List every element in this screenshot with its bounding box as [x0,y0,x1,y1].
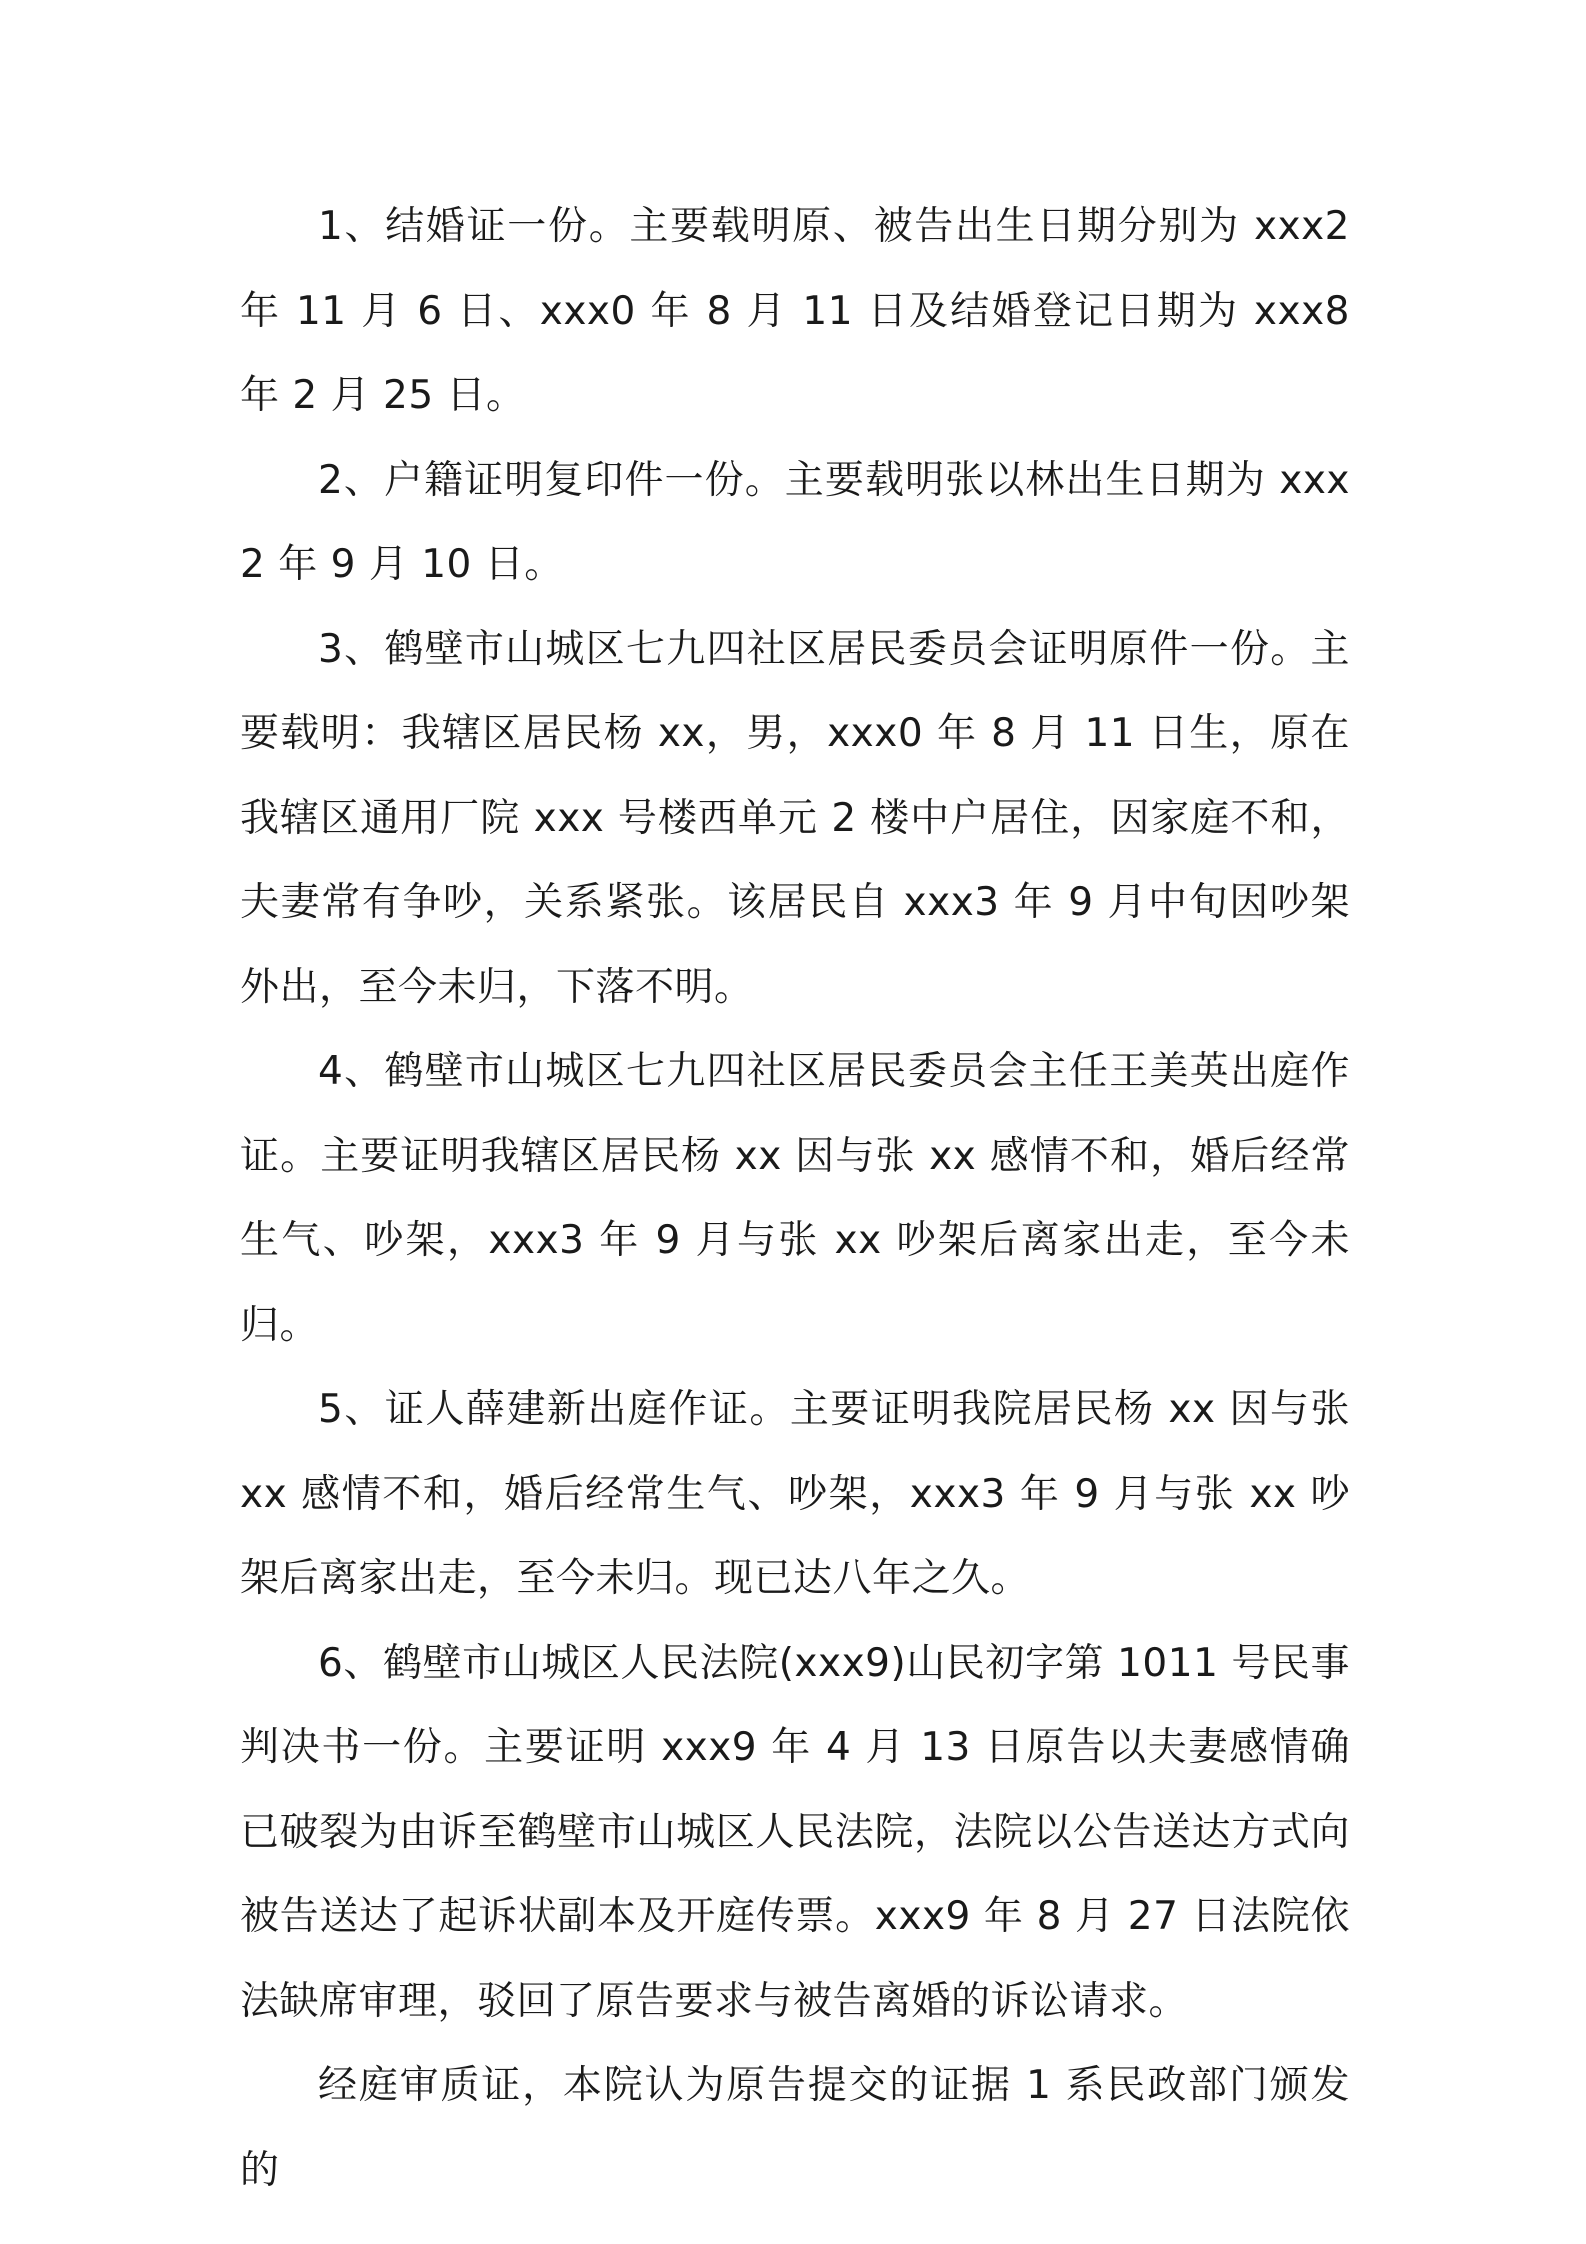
evidence-item-3: 3、鹤壁市山城区七九四社区居民委员会证明原件一份。主要载明：我辖区居民杨 xx，男，xxx0 年 8 月 11 日生，原在我辖区通用厂院 xxx 号楼西单元 2 楼中户居住，因家庭不和，夫妻常有争吵，关系紧张。该居民自 xxx3 年 9 月中旬因吵架外出，至今未归，下落不明。 [240,626,1350,1010]
evidence-item-2: 2、户籍证明复印件一份。主要载明张以林出生日期为 xxx2 年 9 月 10 日。 [240,457,1350,587]
evidence-item-5: 5、证人薛建新出庭作证。主要证明我院居民杨 xx 因与张 xx 感情不和，婚后经常生气、吵架，xxx3 年 9 月与张 xx 吵架后离家出走，至今未归。现已达八年之久。 [240,1387,1350,1601]
evidence-item-4: 4、鹤壁市山城区七九四社区居民委员会主任王美英出庭作证。主要证明我辖区居民杨 xx 因与张 xx 感情不和，婚后经常生气、吵架，xxx3 年 9 月与张 xx 吵架后离家出走，至今未归。 [240,1049,1350,1348]
evidence-item-1: 1、结婚证一份。主要载明原、被告出生日期分别为 xxx2 年 11 月 6 日、xxx0 年 8 月 11 日及结婚登记日期为 xxx8 年 2 月 25 日。 [240,204,1350,418]
document-page [240,185,1350,2213]
evidence-item-6: 6、鹤壁市山城区人民法院(xxx9)山民初字第 1011 号民事判决书一份。主要证明 xxx9 年 4 月 13 日原告以夫妻感情确已破裂为由诉至鹤壁市山城区人民法院，法院以公告送达方式向被告送达了起诉状副本及开庭传票。xxx9 年 8 月 27 日法院依法缺席审理，驳回了原告要求与被告离婚的诉讼请求。 [240,1640,1350,2024]
court-finding-paragraph: 经庭审质证，本院认为原告提交的证据 1 系民政部门颁发的 [240,2063,1350,2193]
